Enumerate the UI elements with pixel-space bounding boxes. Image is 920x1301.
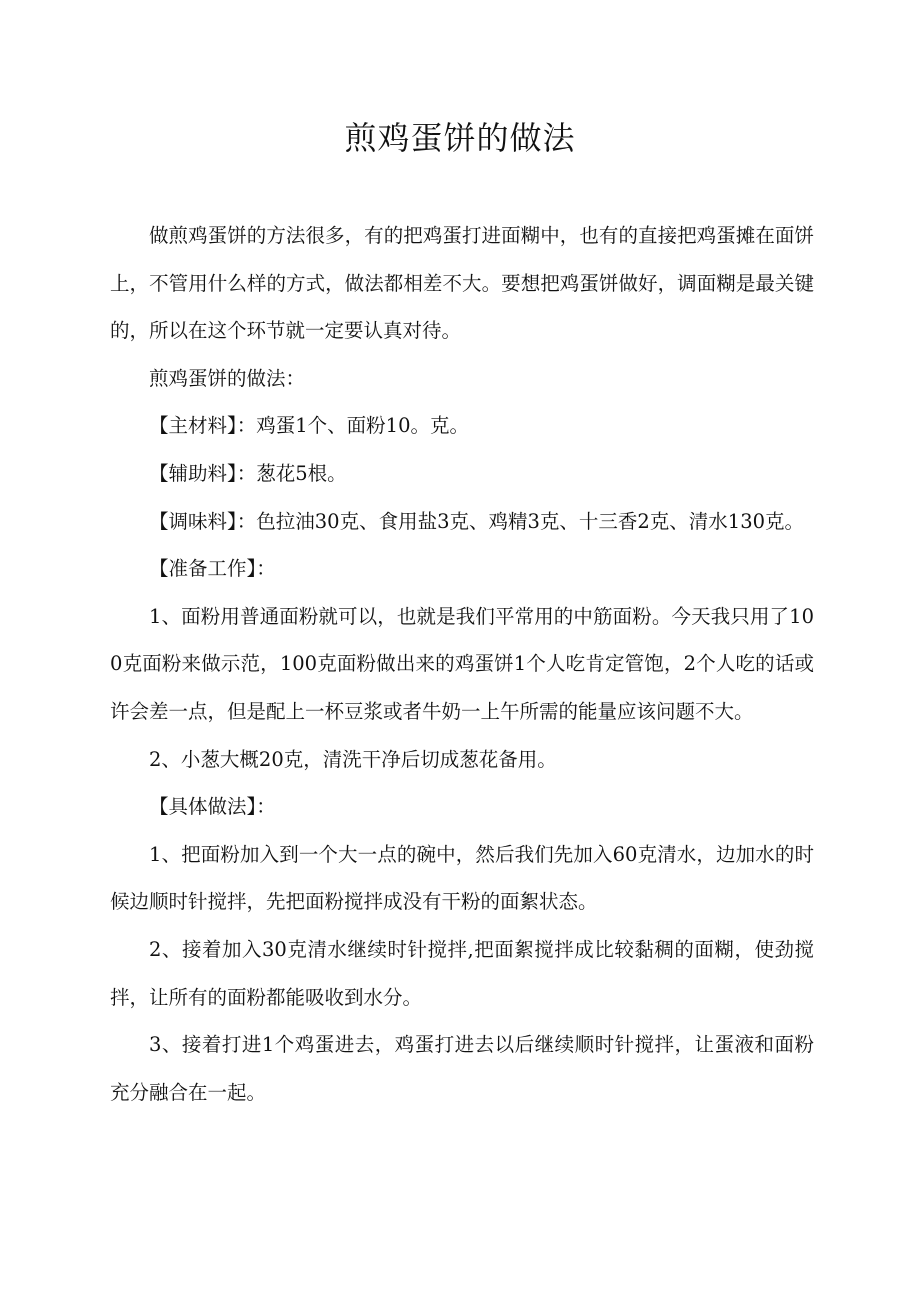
paragraph-preparation-step-1: 1、面粉用普通面粉就可以，也就是我们平常用的中筋面粉。今天我只用了100克面粉来做示范，100克面粉做出来的鸡蛋饼1个人吃肯定管饱，2个人吃的话或许会差一点，但是配上一杯豆浆或者牛奶一上午所需的能量应该问题不大。 xyxy=(110,604,814,723)
paragraph-intro: 做煎鸡蛋饼的方法很多，有的把鸡蛋打进面糊中，也有的直接把鸡蛋摊在面饼上，不管用什么样的方式，做法都相差不大。要想把鸡蛋饼做好，调面糊是最关键的，所以在这个环节就一定要认真对待。 xyxy=(110,224,814,343)
paragraph-steps-heading: 【具体做法】： xyxy=(149,795,276,819)
paragraph-auxiliary-ingredients: 【辅助料】：葱花5根。 xyxy=(149,461,347,485)
paragraph-step-2: 2、接着加入30克清水继续时针搅拌,把面絮搅拌成比较黏稠的面糊，使劲搅拌，让所有的面粉都能吸收到水分。 xyxy=(110,937,814,1009)
paragraph-method-heading: 煎鸡蛋饼的做法： xyxy=(149,366,306,390)
paragraph-preparation-heading: 【准备工作】： xyxy=(149,557,276,581)
paragraph-step-1: 1、把面粉加入到一个大一点的碗中，然后我们先加入60克清水，边加水的时候边顺时针搅拌，先把面粉搅拌成没有干粉的面絮状态。 xyxy=(110,842,814,914)
paragraph-main-ingredients: 【主材料】：鸡蛋1个、面粉10。克。 xyxy=(149,414,469,438)
paragraph-step-3: 3、接着打进1个鸡蛋进去，鸡蛋打进去以后继续顺时针搅拌，让蛋液和面粉充分融合在一起。 xyxy=(110,1033,814,1104)
document-body xyxy=(110,212,814,1116)
paragraph-preparation-step-2: 2、小葱大概20克，清洗干净后切成葱花备用。 xyxy=(149,747,557,771)
page-title: 煎鸡蛋饼的做法 xyxy=(344,119,576,157)
paragraph-seasonings: 【调味料】：色拉油30克、食用盐3克、鸡精3克、十三香2克、清水130克。 xyxy=(149,509,805,533)
